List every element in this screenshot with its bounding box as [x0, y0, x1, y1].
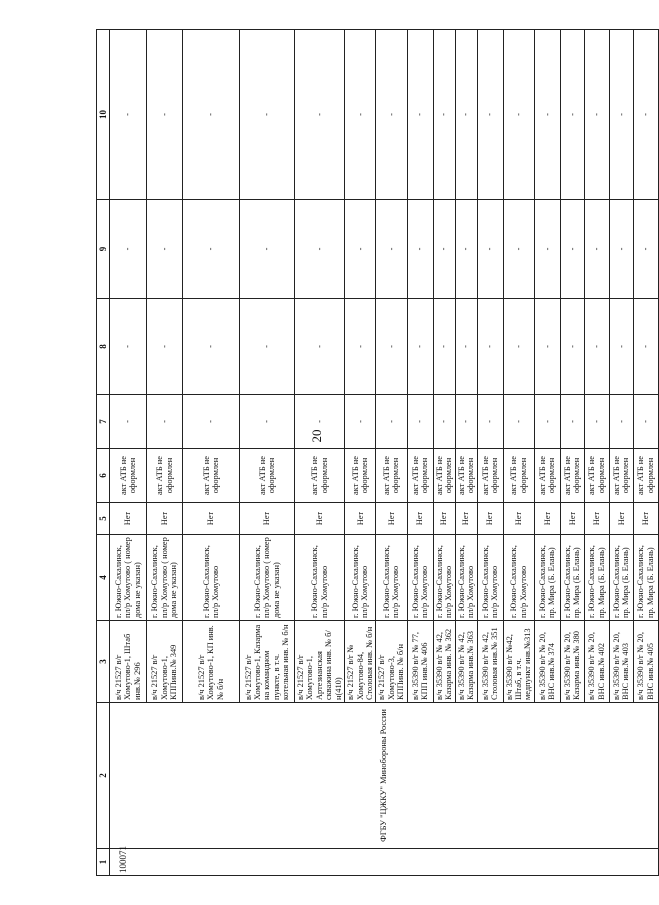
col-header: 4 [97, 535, 110, 621]
cell-c9: - [345, 200, 376, 299]
cell-c8: - [455, 299, 477, 395]
cell-c7: - [110, 395, 147, 449]
cell-c8: - [407, 299, 433, 395]
cell-c8: - [110, 299, 147, 395]
cell-c3: в/ч 35390 в/г №42, Штаб, в т.ч. медпункт инв.№313 [503, 621, 534, 703]
cell-c6: акт АТБ не оформлен [433, 449, 455, 503]
cell-c5: Нет [147, 503, 183, 535]
cell-c10: - [147, 30, 183, 200]
cell-c10: - [110, 30, 147, 200]
cell-c4: г. Южно-Сахалинск, пр. Мира (Б. Елань) [584, 535, 609, 621]
cell-c6: акт АТБ не оформлен [183, 449, 240, 503]
cell-c5: Нет [584, 503, 609, 535]
cell-c9: - [376, 200, 407, 299]
cell-c9: - [110, 200, 147, 299]
cell-c5: Нет [503, 503, 534, 535]
cell-c6: акт АТБ не оформлен [534, 449, 560, 503]
cell-c4: г. Южно-Сахалинск, пр. Мира (Б. Елань) [560, 535, 584, 621]
col-header: 9 [97, 200, 110, 299]
cell-c8: - [147, 299, 183, 395]
cell-c3: в/ч 21527 в/г Хомутово-1, КП инв. № б/н [183, 621, 240, 703]
cell-c4: г. Южно-Сахалинск, пл/р Хомутово [183, 535, 240, 621]
cell-c3: в/ч 35390 в/г № 20, Казарма инв.№ 380 [560, 621, 584, 703]
cell-c7: - [345, 395, 376, 449]
col-header: 7 [97, 395, 110, 449]
cell-c7: - [633, 395, 658, 449]
cell-c6: акт АТБ не оформлен [455, 449, 477, 503]
cell-c7: - [609, 395, 633, 449]
cell-c9: - [147, 200, 183, 299]
cell-c8: - [633, 299, 658, 395]
cell-c7: - [295, 395, 345, 449]
cell-c10: - [407, 30, 433, 200]
cell-c8: - [376, 299, 407, 395]
cell-c7: - [147, 395, 183, 449]
cell-c6: акт АТБ не оформлен [503, 449, 534, 503]
group-id-cell: 100071 [110, 849, 659, 876]
cell-c5: Нет [376, 503, 407, 535]
cell-c5: Нет [295, 503, 345, 535]
table-body [110, 30, 659, 876]
cell-c6: акт АТБ не оформлен [295, 449, 345, 503]
cell-c9: - [609, 200, 633, 299]
cell-c5: Нет [633, 503, 658, 535]
cell-c8: - [295, 299, 345, 395]
cell-c7: - [433, 395, 455, 449]
cell-c8: - [609, 299, 633, 395]
col-header: 1 [97, 849, 110, 876]
table-row [110, 30, 147, 876]
cell-c3: в/ч 21527 в/г Хомутово-3, КППинв. № б/н [376, 621, 407, 703]
cell-c8: - [183, 299, 240, 395]
cell-c6: акт АТБ не оформлен [477, 449, 503, 503]
cell-c8: - [477, 299, 503, 395]
header-row [97, 30, 110, 876]
cell-c8: - [503, 299, 534, 395]
cell-c6: акт АТБ не оформлен [240, 449, 295, 503]
cell-c6: акт АТБ не оформлен [110, 449, 147, 503]
cell-c4: г. Южно-Сахалинск, пр. Мира (Б. Елань) [534, 535, 560, 621]
cell-c4: г. Южно-Сахалинск, пл/р Хомутово [345, 535, 376, 621]
cell-c7: - [455, 395, 477, 449]
col-header: 6 [97, 449, 110, 503]
cell-c5: Нет [407, 503, 433, 535]
cell-c3: в/ч 35390 в/г № 20, ВНС инв.№ 403 [609, 621, 633, 703]
cell-c5: Нет [240, 503, 295, 535]
cell-c9: - [477, 200, 503, 299]
cell-c3: в/ч 21527 в/г Хомутово-1, Штаб инв.№ 296 [110, 621, 147, 703]
cell-c9: - [633, 200, 658, 299]
cell-c6: акт АТБ не оформлен [345, 449, 376, 503]
cell-c3: в/ч 35390 в/г № 42, Казарма инв.№ 363 [455, 621, 477, 703]
cell-c7: - [534, 395, 560, 449]
cell-c7: - [240, 395, 295, 449]
cell-c8: - [433, 299, 455, 395]
cell-c9: - [560, 200, 584, 299]
cell-c10: - [503, 30, 534, 200]
cell-c9: - [433, 200, 455, 299]
page-number: 20 [309, 429, 324, 443]
cell-c10: - [183, 30, 240, 200]
cell-c10: - [433, 30, 455, 200]
cell-c4: г. Южно-Сахалинск, пл/р Хомутово ( номер дома не указан) [240, 535, 295, 621]
group-name-cell: ФГБУ "ЦЖКУ" Минобороны России [110, 703, 659, 849]
cell-c5: Нет [609, 503, 633, 535]
cell-c6: акт АТБ не оформлен [407, 449, 433, 503]
cell-c5: Нет [345, 503, 376, 535]
cell-c3: в/ч 35390 в/г № 42, Столовая инв.№ 351 [477, 621, 503, 703]
col-header: 3 [97, 621, 110, 703]
cell-c5: Нет [477, 503, 503, 535]
cell-c6: акт АТБ не оформлен [376, 449, 407, 503]
cell-c5: Нет [560, 503, 584, 535]
cell-c6: акт АТБ не оформлен [147, 449, 183, 503]
cell-c4: г. Южно-Сахалинск, пл/р Хомутово [407, 535, 433, 621]
cell-c7: - [477, 395, 503, 449]
cell-c10: - [376, 30, 407, 200]
cell-c5: Нет [110, 503, 147, 535]
cell-c3: в/ч 21527 в/г Хомутово-1, Артезианская скважина инв. № б/н(410) [295, 621, 345, 703]
cell-c6: акт АТБ не оформлен [584, 449, 609, 503]
cell-c3: в/ч 35390 в/г № 77, КПП инв.№ 406 [407, 621, 433, 703]
cell-c3: в/ч 35390 в/г № 20, ВНС инв.№ 374 [534, 621, 560, 703]
cell-c10: - [240, 30, 295, 200]
cell-c9: - [407, 200, 433, 299]
cell-c10: - [584, 30, 609, 200]
cell-c10: - [295, 30, 345, 200]
cell-c10: - [534, 30, 560, 200]
cell-c10: - [609, 30, 633, 200]
data-table [96, 29, 659, 876]
col-header: 8 [97, 299, 110, 395]
cell-c9: - [455, 200, 477, 299]
col-header: 2 [97, 703, 110, 849]
cell-c6: акт АТБ не оформлен [560, 449, 584, 503]
cell-c8: - [534, 299, 560, 395]
cell-c3: в/ч 21527 в/г Хомутово-1, Казарма на командном пункте, в т.ч. котельная инв. № б/н [240, 621, 295, 703]
cell-c5: Нет [534, 503, 560, 535]
cell-c7: - [376, 395, 407, 449]
cell-c7: - [407, 395, 433, 449]
cell-c5: Нет [183, 503, 240, 535]
cell-c4: г. Южно-Сахалинск, пл/р Хомутово [376, 535, 407, 621]
cell-c3: в/ч 35390 в/г № 20, ВНС инв.№ 402 [584, 621, 609, 703]
cell-c7: - [584, 395, 609, 449]
cell-c10: - [455, 30, 477, 200]
cell-c6: акт АТБ не оформлен [609, 449, 633, 503]
cell-c4: г. Южно-Сахалинск, пл/р Хомутово [477, 535, 503, 621]
cell-c3: в/ч 35390 в/г № 42, Казарма инв. № 362 [433, 621, 455, 703]
cell-c9: - [183, 200, 240, 299]
cell-c3: в/ч 35390 в/г № 20, ВНС инв.№ 405 [633, 621, 658, 703]
cell-c8: - [345, 299, 376, 395]
cell-c4: г. Южно-Сахалинск, пл/р Хомутово ( номер дома не указан) [147, 535, 183, 621]
cell-c5: Нет [455, 503, 477, 535]
cell-c4: г. Южно-Сахалинск, пл/р Хомутово [433, 535, 455, 621]
cell-c10: - [633, 30, 658, 200]
cell-c4: г. Южно-Сахалинск, пр. Мира (Б. Елань) [609, 535, 633, 621]
cell-c9: - [240, 200, 295, 299]
col-header: 5 [97, 503, 110, 535]
cell-c10: - [345, 30, 376, 200]
cell-c10: - [477, 30, 503, 200]
cell-c7: - [503, 395, 534, 449]
cell-c8: - [584, 299, 609, 395]
cell-c10: - [560, 30, 584, 200]
cell-c9: - [534, 200, 560, 299]
cell-c4: г. Южно-Сахалинск, пр. Мира (Б. Елань) [633, 535, 658, 621]
cell-c9: - [503, 200, 534, 299]
cell-c9: - [295, 200, 345, 299]
rotated-table-wrap [96, 30, 655, 876]
cell-c9: - [584, 200, 609, 299]
cell-c3: в/ч 21527 в/г Хомутово-1, КППинв.№ 349 [147, 621, 183, 703]
cell-c8: - [560, 299, 584, 395]
cell-c4: г. Южно-Сахалинск, пл/р Хомутово ( номер дома не указан) [110, 535, 147, 621]
cell-c7: - [560, 395, 584, 449]
col-header: 10 [97, 30, 110, 200]
cell-c8: - [240, 299, 295, 395]
cell-c4: г. Южно-Сахалинск, пл/р Хомутово [295, 535, 345, 621]
cell-c4: г. Южно-Сахалинск, пл/р Хомутово [455, 535, 477, 621]
cell-c6: акт АТБ не оформлен [633, 449, 658, 503]
cell-c5: Нет [433, 503, 455, 535]
cell-c3: в/ч 21527 в/г № Хомутово-84, Столовая инв. № б/н [345, 621, 376, 703]
cell-c4: г. Южно-Сахалинск, пл/р Хомутово [503, 535, 534, 621]
cell-c7: - [183, 395, 240, 449]
